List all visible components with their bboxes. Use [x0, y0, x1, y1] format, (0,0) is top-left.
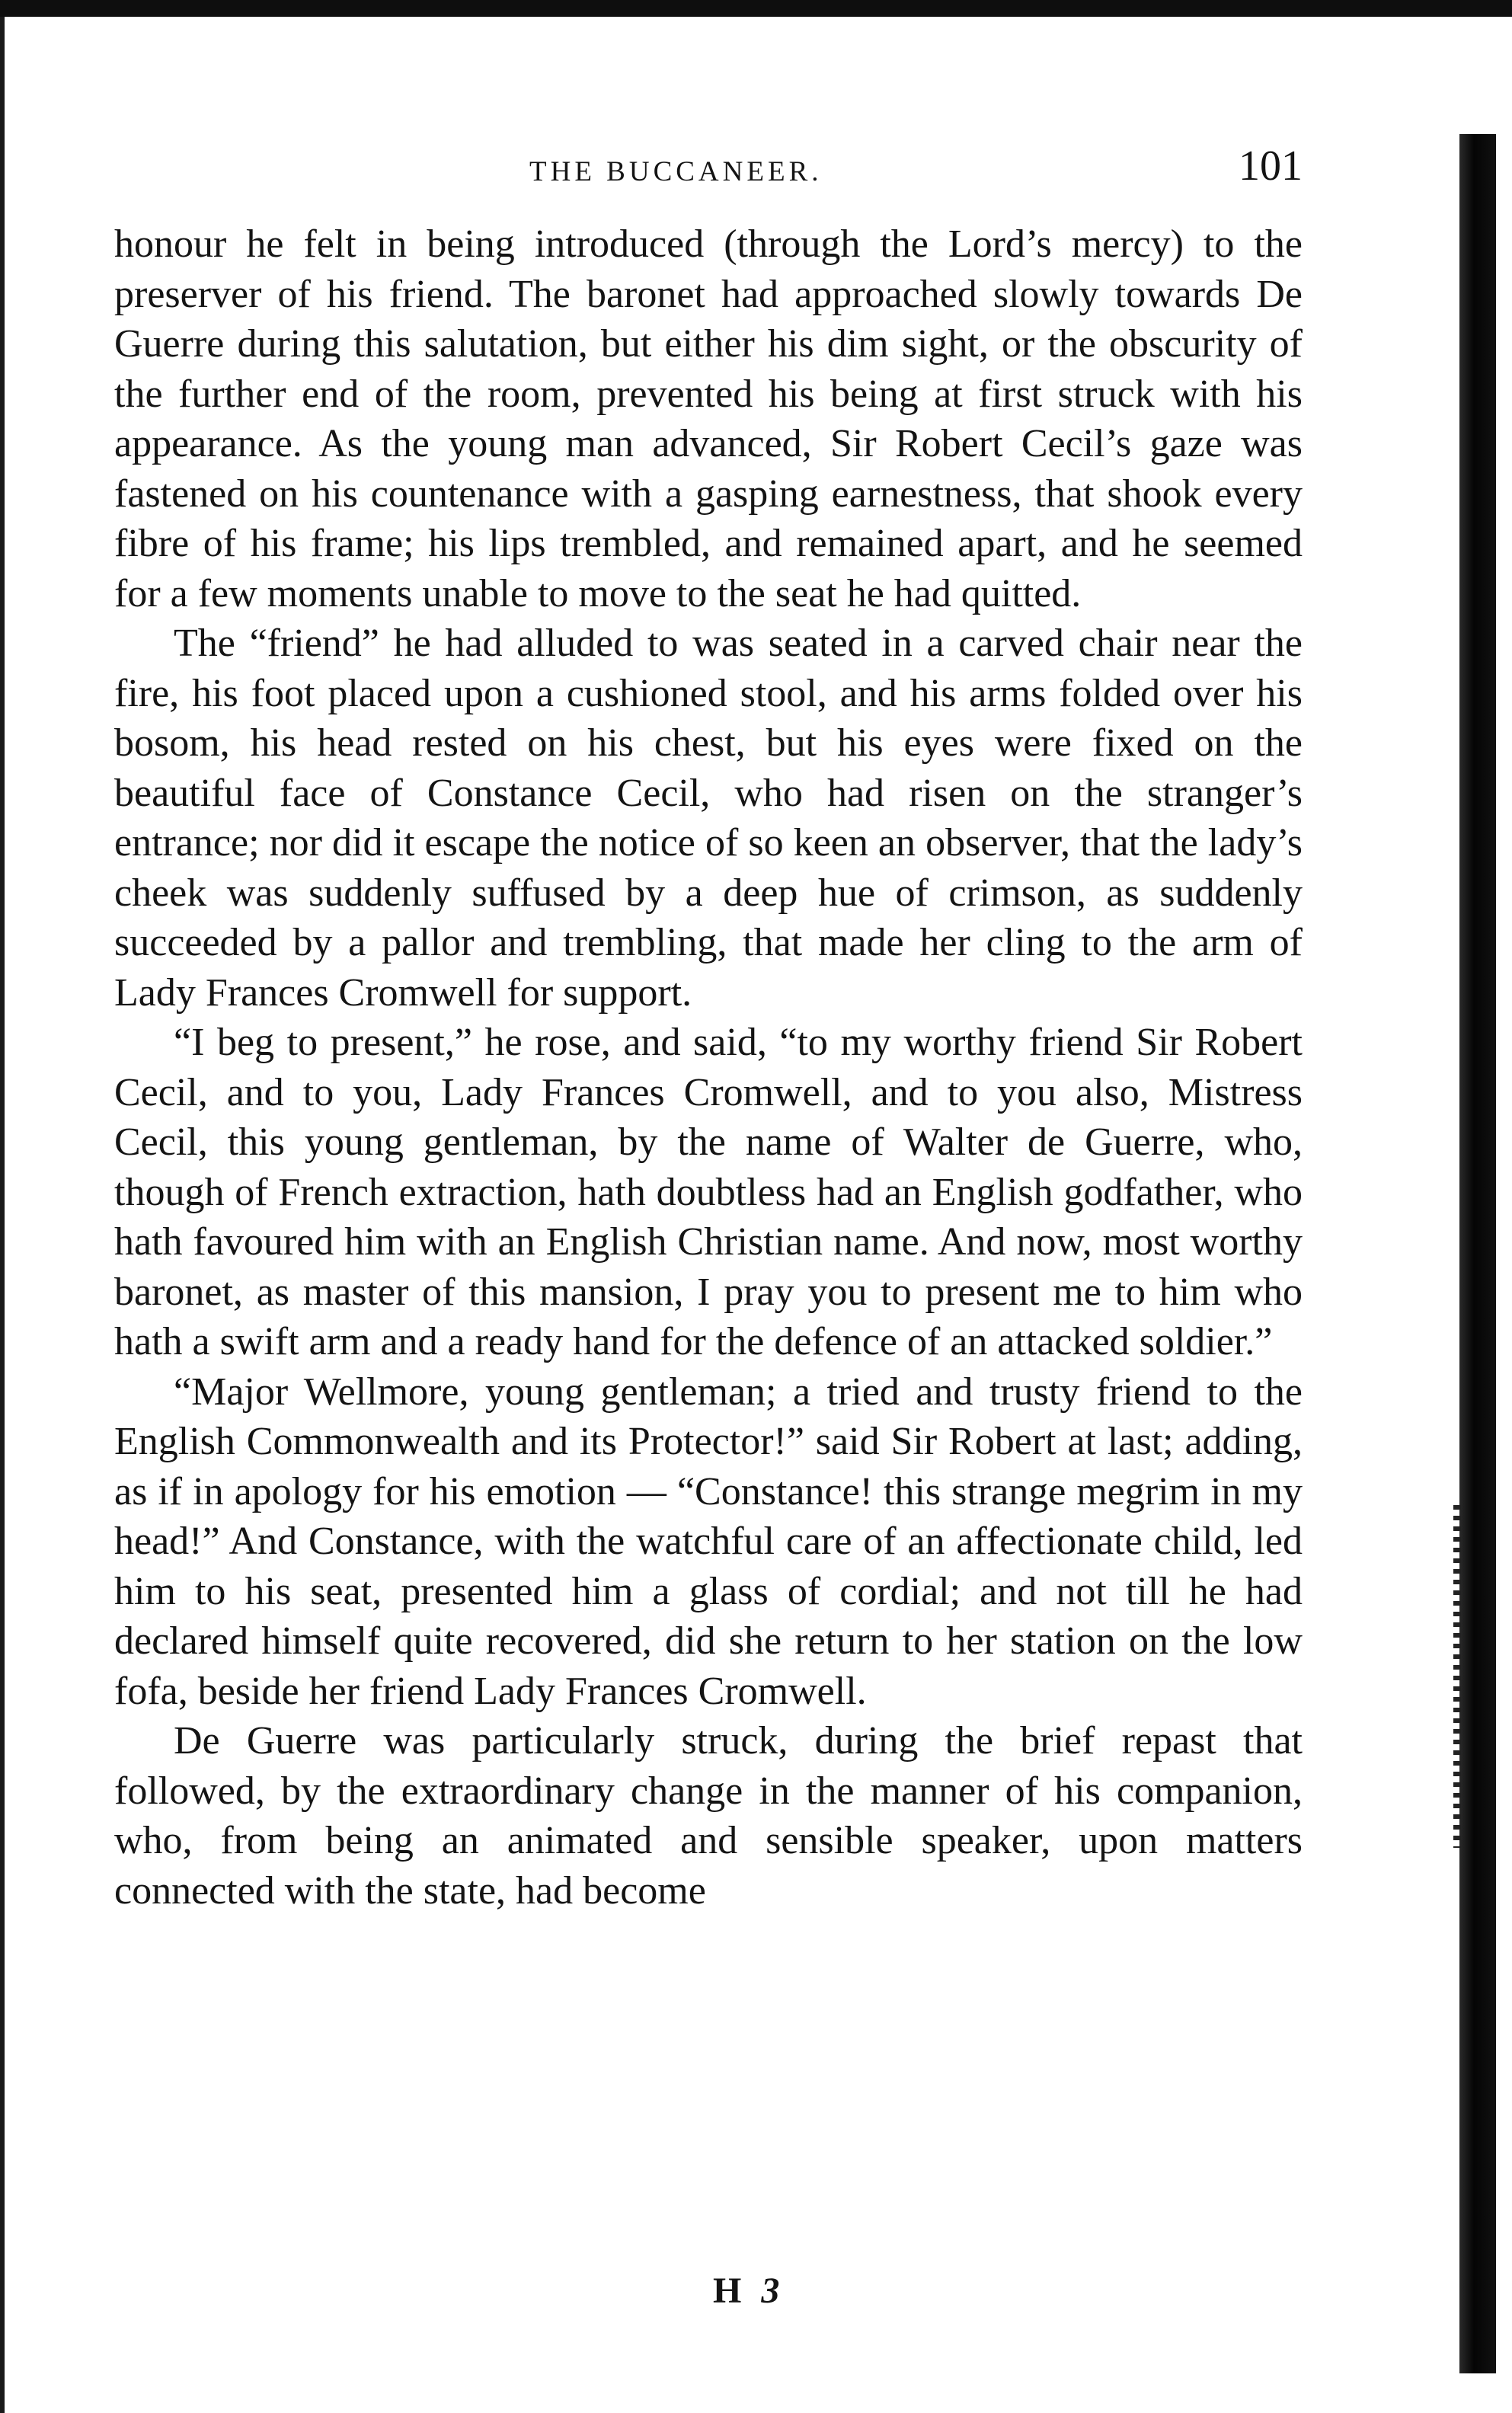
paragraph-continued: honour he felt in being introduced (through the Lord’s mercy) to the preserver of his friend. The baronet had approached slowly towards De Guerre during this salutation, but either his dim sight, or the obscurity of the further end of the room, prevented his being at first struck with his appearance. As the young man advanced, Sir Robert Cecil’s gaze was fastened on his countenance with a gasping earnestness, that shook every fibre of his frame; his lips trembled, and remained apart, and he seemed for a few moments unable to move to the seat he had quitted.	[114, 222, 1303, 615]
paragraph: De Guerre was particularly struck, during the brief repast that followed, by the extraordinary change in the manner of his companion, who, from being an animated and sensible speaker, upon matters connected with the state, had become	[114, 1719, 1303, 1913]
paragraph: The “friend” he had alluded to was seated in a carved chair near the fire, his foot placed upon a cushioned stool, and his arms folded over his bosom, his head rested on his chest, but his eyes were fixed on the beautiful face of Constance Cecil, who had risen on the stranger’s entrance; nor did it escape the notice of so keen an observer, that the lady’s cheek was suddenly suffused by a deep hue of crimson, as suddenly succeeded by a pallor and trembling, that made her cling to the arm of Lady Frances Cromwell for support.	[114, 622, 1303, 1015]
body-text	[114, 219, 1303, 1916]
scan-left-border	[0, 17, 5, 2413]
running-title: THE BUCCANEER.	[529, 156, 823, 187]
signature-number: 3	[761, 2271, 800, 2311]
scan-right-binding-edge	[1459, 134, 1496, 2373]
paragraph: “I beg to present,” he rose, and said, “to my worthy friend Sir Robert Cecil, and to you, Lady Frances Cromwell, and to you also, Mistress Cecil, this young gentleman, by the name of Walter de Guerre, who, though of French extraction, hath doubtless had an English godfather, who hath favoured him with an English Christian name. And now, most worthy baronet, as master of this mansion, I pray you to present me to him who hath a swift arm and a ready hand for the defence of an attacked soldier.”	[114, 1021, 1303, 1363]
running-head	[114, 142, 1303, 195]
signature-letter: H	[713, 2271, 762, 2311]
signature-mark	[713, 2270, 799, 2312]
scan-top-border	[0, 0, 1512, 17]
page-number: 101	[1239, 142, 1303, 190]
paragraph: “Major Wellmore, young gentleman; a tried and trusty friend to the English Commonwealth and its Protector!” said Sir Robert at last; adding, as if in apology for his emotion — “Constance! this strange megrim in my head!” And Constance, with the watchful care of an affectionate child, led him to his seat, presented him a glass of cordial; and not till he had declared himself quite recovered, did she return to her station on the low fofa, beside her friend Lady Frances Cromwell.	[114, 1369, 1303, 1713]
